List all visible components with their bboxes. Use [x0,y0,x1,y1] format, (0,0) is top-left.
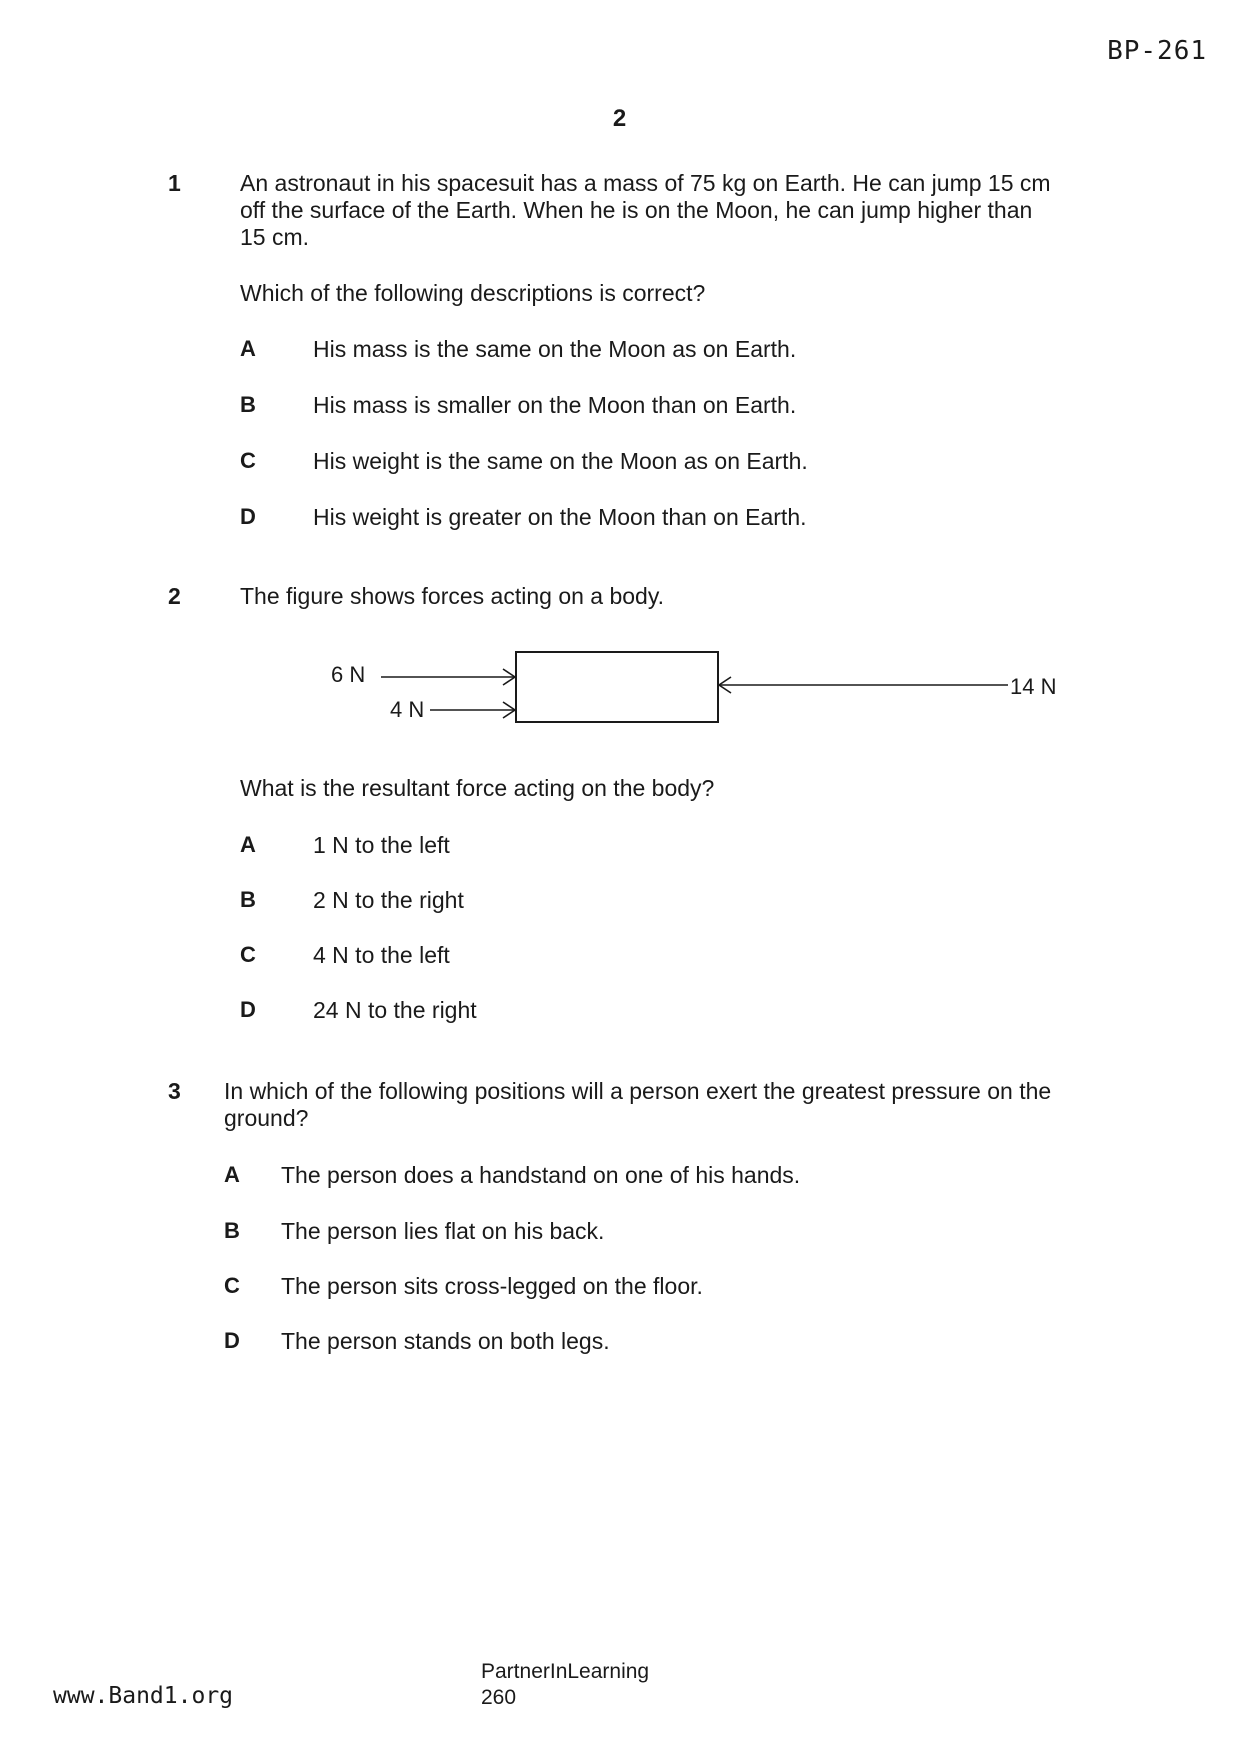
question-text-line: An astronaut in his spacesuit has a mass of 75 kg on Earth. He can jump 15 cm [240,170,1051,196]
question-text-line: In which of the following positions will a person exert the greatest pressure on the [224,1078,1052,1104]
option-a-text[interactable]: 1 N to the left [313,832,450,858]
option-letter: A [240,832,256,857]
option-c-text[interactable]: 4 N to the left [313,942,450,968]
option-b-text[interactable]: 2 N to the right [313,887,464,913]
body-box [516,652,718,722]
option-d-text[interactable]: 24 N to the right [313,997,477,1023]
question-text: The figure shows forces acting on a body. [240,583,665,609]
option-letter: C [240,448,256,473]
option-d-text[interactable]: The person stands on both legs. [281,1328,610,1354]
question-text-line: off the surface of the Earth. When he is on the Moon, he can jump higher than [240,197,1033,223]
option-letter: A [224,1162,240,1187]
option-letter: B [240,392,256,417]
option-letter: D [240,997,256,1022]
option-letter: D [240,504,256,529]
question-prompt: Which of the following descriptions is correct? [240,280,706,306]
footer-page-number: 260 [481,1686,517,1709]
option-letter: C [240,942,256,967]
website-link[interactable]: www.Band1.org [53,1683,234,1709]
option-d-text[interactable]: His weight is greater on the Moon than on Earth. [313,504,807,530]
question-text [240,170,1120,251]
force-diagram [0,640,1239,740]
footer-block [481,1659,649,1711]
option-b-text[interactable]: The person lies flat on his back. [281,1218,605,1244]
option-a-text[interactable]: The person does a handstand on one of his hands. [281,1162,801,1188]
force-label: 14 N [1010,674,1057,699]
option-letter: A [240,336,256,361]
option-letter: B [224,1218,240,1243]
page-number: 2 [612,105,627,132]
question-number: 1 [168,170,181,196]
question-number: 3 [168,1078,181,1104]
question-text-line: 15 cm. [240,224,310,250]
option-letter: D [224,1328,240,1353]
option-c-text[interactable]: The person sits cross-legged on the floor. [281,1273,703,1299]
question-text [224,1078,1124,1132]
option-a-text[interactable]: His mass is the same on the Moon as on Earth. [313,336,797,362]
paper-code: BP-261 [1107,36,1207,66]
option-letter: C [224,1273,240,1298]
option-b-text[interactable]: His mass is smaller on the Moon than on Earth. [313,392,797,418]
question-text-line: ground? [224,1105,309,1131]
force-label: 4 N [390,697,425,722]
force-label: 6 N [331,662,366,687]
partner-label: PartnerInLearning [481,1660,650,1683]
option-letter: B [240,887,256,912]
question-number: 2 [168,583,181,609]
option-c-text[interactable]: His weight is the same on the Moon as on Earth. [313,448,808,474]
question-prompt: What is the resultant force acting on the body? [240,775,715,801]
